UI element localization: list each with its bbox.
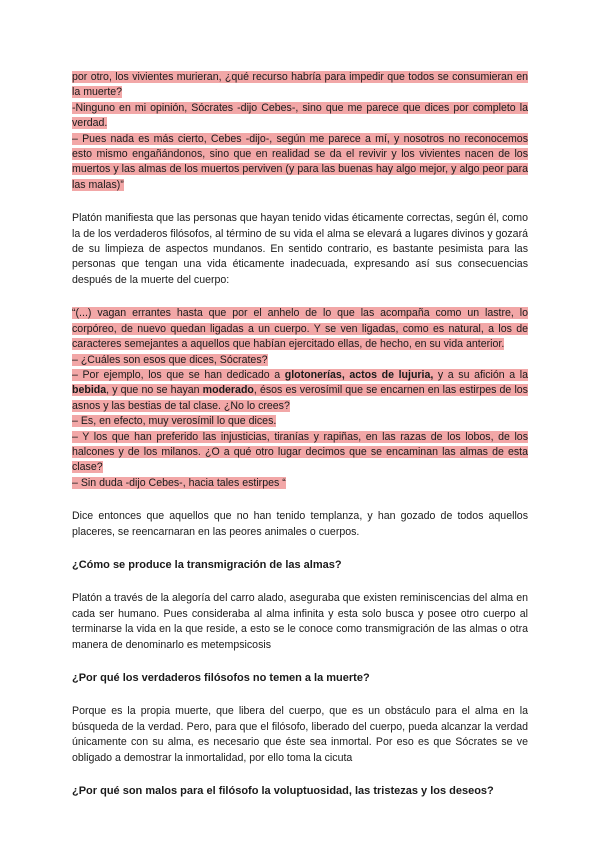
text-run: – Por ejemplo, los que se han dedicado a — [72, 368, 285, 381]
paragraph-3: Platón a través de la alegoría del carro alado, aseguraba que existen reminiscencias del alma en cada ser humano. Pues consideraba al alma infinita y esta solo busca y posee otro cuerpo al terminarse la vida en la que reside, a esto se le conoce como transmigración de las almas o otra manera de denominarlo es metempsicosis — [72, 592, 528, 651]
quote-1-line-1: por otro, los vivientes murieran, ¿qué recurso habría para impedir que todos se consumieran en la muerte? — [72, 71, 528, 99]
bold-actos-de-lujuria: actos de lujuria, — [349, 368, 434, 381]
section-heading-filosofos: ¿Por qué los verdaderos filósofos no temen a la muerte? — [72, 672, 370, 684]
quote-2-line-1: “(...) vagan errantes hasta que por el anhelo de lo que las acompaña como un lastre, lo corpóreo, de nuevo quedan ligadas a un cuerpo. Y se ven ligadas, como es natural, a los de caracteres semejantes a aquellos que habían ejercitado ellas, de hecho, en su vida anterior. — [72, 307, 528, 351]
quote-2-line-5: – Y los que han preferido las injusticias, tiranías y rapiñas, en las razas de los lobos, de los halcones y de los milanos. ¿O a qué otro lugar decimos que se encaminan las almas de esta clase? — [72, 430, 528, 474]
document-body — [72, 70, 528, 799]
bold-moderado: moderado — [202, 384, 254, 397]
bold-bebida: bebida — [72, 384, 107, 397]
quote-2-line-2: – ¿Cuáles son esos que dices, Sócrates? — [72, 353, 268, 366]
text-run: , y que no se hayan — [106, 384, 203, 397]
text-run: , ésos es verosímil que se encarnen en las estirpes de los asnos y las bestias de tal clase. ¿No lo crees? — [72, 384, 528, 412]
quote-block-2 — [72, 306, 528, 491]
quote-block-1 — [72, 70, 528, 193]
paragraph-1: Platón manifiesta que las personas que hayan tenido vidas éticamente correctas, según él, como la de los verdaderos filósofos, al término de su vida el alma se elevará a lugares divinos y gozará de su limpieza de aspectos mundanos. En sentido contrario, es bastante pesimista para las personas que tengan una vida éticamente inadecuada, expresando así sus consecuencias después de la muerte del cuerpo: — [72, 212, 528, 286]
bold-glotonerias: glotonerías — [284, 368, 342, 381]
paragraph-4: Porque es la propia muerte, que libera del cuerpo, que es un obstáculo para el alma en la búsqueda de la verdad. Pero, para que el filósofo, liberado del cuerpo, pueda alcanzar la verdad únicamente con su alma, es necesario que éste sea inmortal. Por eso es que Sócrates se ve obligado a demostrar la inmortalidad, por ello toma la cicuta — [72, 705, 528, 764]
paragraph-2: Dice entonces que aquellos que no han tenido templanza, y han gozado de todos aquellos placeres, se reencarnaran en las peores animales o cuerpos. — [72, 510, 528, 538]
quote-2-line-4: – Es, en efecto, muy verosímil lo que dices. — [72, 415, 277, 428]
quote-2-line-3 — [72, 369, 528, 412]
section-heading-voluptuosidad: ¿Por qué son malos para el filósofo la voluptuosidad, las tristezas y los deseos? — [72, 785, 494, 798]
bold-separator: , — [341, 368, 350, 381]
quote-2-line-6: – Sin duda -dijo Cebes-, hacia tales estirpes “ — [72, 476, 286, 489]
quote-1-line-3: – Pues nada es más cierto, Cebes -dijo-, según me parece a mí, y nosotros no reconocemos esto mismo engañándonos, sino que en realidad se da el revivir y los vivientes nacen de los muertos y las almas de los muertos perviven (y para las buenas hay algo mejor, y algo peor para las malas)” — [72, 132, 528, 191]
quote-1-line-2: -Ninguno en mi opinión, Sócrates -dijo Cebes-, sino que me parece que dices por completo la verdad. — [72, 101, 528, 130]
text-run: y a su afición a la — [433, 368, 529, 381]
section-heading-transmigracion: ¿Cómo se produce la transmigración de las almas? — [72, 558, 342, 571]
